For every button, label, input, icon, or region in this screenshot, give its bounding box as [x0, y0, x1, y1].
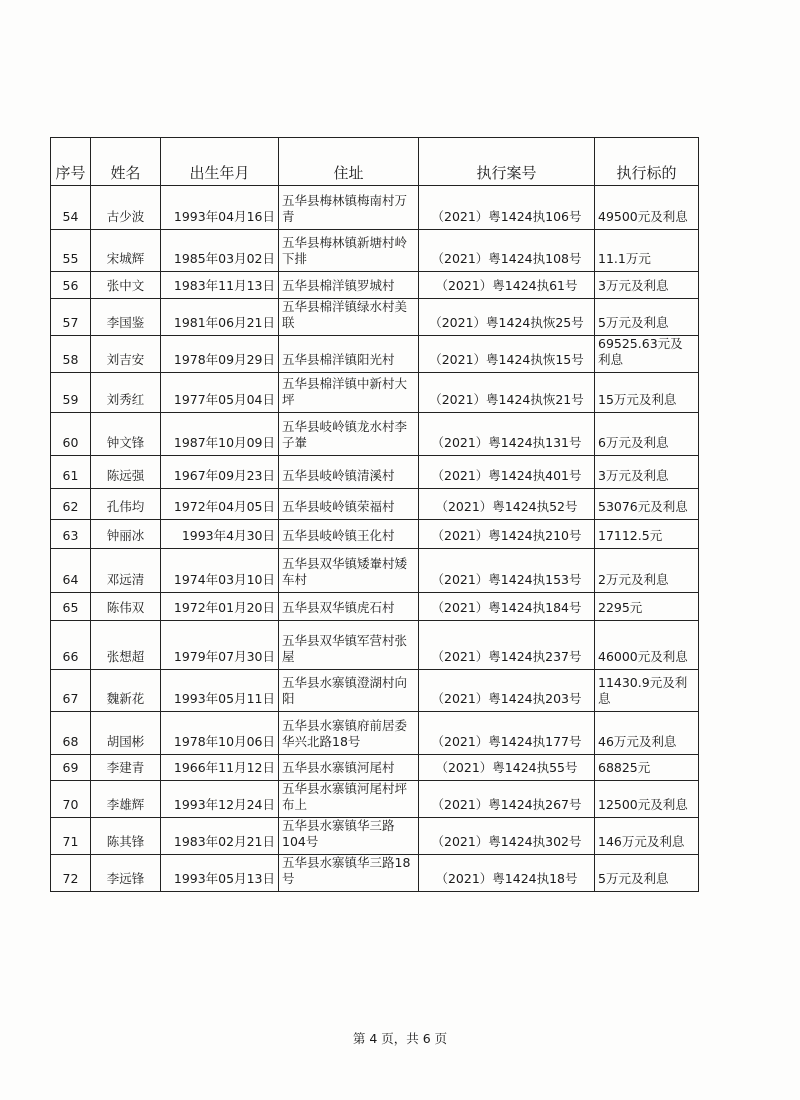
amount: 3万元及利息: [595, 456, 699, 489]
case-number: （2021）粤1424执恢25号: [419, 299, 595, 336]
table-row: [51, 855, 699, 892]
address: 五华县棉洋镇绿水村美联: [279, 299, 419, 336]
row-number: 69: [51, 755, 91, 781]
debtor-name: 孔伟均: [91, 489, 161, 520]
birth-date: 1993年05月13日: [161, 855, 279, 892]
amount: 68825元: [595, 755, 699, 781]
table-row: [51, 489, 699, 520]
address: 五华县水寨镇华三路104号: [279, 818, 419, 855]
row-number: 67: [51, 670, 91, 712]
case-number: （2021）粤1424执108号: [419, 230, 595, 272]
debtor-name: 李建青: [91, 755, 161, 781]
address: 五华县水寨镇华三路18号: [279, 855, 419, 892]
birth-date: 1972年04月05日: [161, 489, 279, 520]
debtor-name: 邓远清: [91, 549, 161, 593]
birth-date: 1993年05月11日: [161, 670, 279, 712]
amount: 46万元及利息: [595, 712, 699, 755]
amount: 46000元及利息: [595, 621, 699, 670]
birth-date: 1972年01月20日: [161, 593, 279, 621]
row-number: 57: [51, 299, 91, 336]
header-no: 序号: [51, 138, 91, 186]
birth-date: 1978年09月29日: [161, 336, 279, 373]
amount: 15万元及利息: [595, 373, 699, 413]
debtor-name: 张中文: [91, 272, 161, 299]
birth-date: 1978年10月06日: [161, 712, 279, 755]
case-number: （2021）粤1424执237号: [419, 621, 595, 670]
amount: 53076元及利息: [595, 489, 699, 520]
birth-date: 1993年12月24日: [161, 781, 279, 818]
header-name: 姓名: [91, 138, 161, 186]
debtor-name: 陈其锋: [91, 818, 161, 855]
row-number: 72: [51, 855, 91, 892]
debtor-name: 胡国彬: [91, 712, 161, 755]
row-number: 65: [51, 593, 91, 621]
row-number: 61: [51, 456, 91, 489]
case-number: （2021）粤1424执153号: [419, 549, 595, 593]
debtor-name: 陈远强: [91, 456, 161, 489]
row-number: 55: [51, 230, 91, 272]
row-number: 64: [51, 549, 91, 593]
row-number: 70: [51, 781, 91, 818]
debtor-name: 李国鉴: [91, 299, 161, 336]
case-number: （2021）粤1424执177号: [419, 712, 595, 755]
page-footer: 第 4 页，共 6 页: [352, 1031, 448, 1046]
amount: 49500元及利息: [595, 186, 699, 230]
row-number: 66: [51, 621, 91, 670]
case-number: （2021）粤1424执401号: [419, 456, 595, 489]
address: 五华县棉洋镇中新村大坪: [279, 373, 419, 413]
table-row: [51, 712, 699, 755]
debtor-name: 李远锋: [91, 855, 161, 892]
debtor-name: 魏新花: [91, 670, 161, 712]
address: 五华县双华镇矮輋村矮车村: [279, 549, 419, 593]
case-number: （2021）粤1424执131号: [419, 413, 595, 456]
case-number: （2021）粤1424执55号: [419, 755, 595, 781]
debtor-name: 陈伟双: [91, 593, 161, 621]
address: 五华县岐岭镇龙水村李子輋: [279, 413, 419, 456]
address: 五华县水寨镇府前居委华兴北路18号: [279, 712, 419, 755]
address: 五华县水寨镇澄湖村向阳: [279, 670, 419, 712]
address: 五华县棉洋镇阳光村: [279, 336, 419, 373]
debtor-name: 刘吉安: [91, 336, 161, 373]
amount: 11430.9元及利息: [595, 670, 699, 712]
case-number: （2021）粤1424执106号: [419, 186, 595, 230]
address: 五华县岐岭镇清溪村: [279, 456, 419, 489]
amount: 3万元及利息: [595, 272, 699, 299]
header-dob: 出生年月: [161, 138, 279, 186]
amount: 12500元及利息: [595, 781, 699, 818]
birth-date: 1993年04月16日: [161, 186, 279, 230]
table-row: [51, 230, 699, 272]
debtor-name: 钟丽冰: [91, 520, 161, 549]
debtor-name: 张想超: [91, 621, 161, 670]
birth-date: 1983年02月21日: [161, 818, 279, 855]
amount: 2万元及利息: [595, 549, 699, 593]
birth-date: 1974年03月10日: [161, 549, 279, 593]
debtor-name: 刘秀红: [91, 373, 161, 413]
table-row: [51, 299, 699, 336]
address: 五华县梅林镇梅南村万青: [279, 186, 419, 230]
address: 五华县双华镇军营村张屋: [279, 621, 419, 670]
debtor-name: 古少波: [91, 186, 161, 230]
amount: 146万元及利息: [595, 818, 699, 855]
table-row: [51, 621, 699, 670]
case-number: （2021）粤1424执203号: [419, 670, 595, 712]
amount: 69525.63元及利息: [595, 336, 699, 373]
table-row: [51, 373, 699, 413]
address: 五华县双华镇虎石村: [279, 593, 419, 621]
row-number: 71: [51, 818, 91, 855]
table-row: [51, 781, 699, 818]
birth-date: 1983年11月13日: [161, 272, 279, 299]
table-row: [51, 670, 699, 712]
table-header-row: [51, 138, 699, 186]
birth-date: 1987年10月09日: [161, 413, 279, 456]
birth-date: 1966年11月12日: [161, 755, 279, 781]
amount: 11.1万元: [595, 230, 699, 272]
table-row: [51, 456, 699, 489]
header-amount: 执行标的: [595, 138, 699, 186]
debtor-name: 宋城辉: [91, 230, 161, 272]
debtor-table: [50, 137, 699, 892]
birth-date: 1977年05月04日: [161, 373, 279, 413]
row-number: 63: [51, 520, 91, 549]
address: 五华县岐岭镇王化村: [279, 520, 419, 549]
case-number: （2021）粤1424执210号: [419, 520, 595, 549]
case-number: （2021）粤1424执52号: [419, 489, 595, 520]
case-number: （2021）粤1424执184号: [419, 593, 595, 621]
debtor-name: 钟文锋: [91, 413, 161, 456]
address: 五华县岐岭镇荣福村: [279, 489, 419, 520]
amount: 6万元及利息: [595, 413, 699, 456]
case-number: （2021）粤1424执恢15号: [419, 336, 595, 373]
table-row: [51, 593, 699, 621]
birth-date: 1967年09月23日: [161, 456, 279, 489]
table-row: [51, 520, 699, 549]
case-number: （2021）粤1424执302号: [419, 818, 595, 855]
header-address: 住址: [279, 138, 419, 186]
row-number: 68: [51, 712, 91, 755]
address: 五华县水寨镇河尾村坪布上: [279, 781, 419, 818]
table-row: [51, 818, 699, 855]
row-number: 56: [51, 272, 91, 299]
birth-date: 1993年4月30日: [161, 520, 279, 549]
case-number: （2021）粤1424执267号: [419, 781, 595, 818]
table-row: [51, 549, 699, 593]
birth-date: 1985年03月02日: [161, 230, 279, 272]
table-row: [51, 336, 699, 373]
amount: 5万元及利息: [595, 299, 699, 336]
address: 五华县水寨镇河尾村: [279, 755, 419, 781]
birth-date: 1981年06月21日: [161, 299, 279, 336]
row-number: 58: [51, 336, 91, 373]
amount: 17112.5元: [595, 520, 699, 549]
row-number: 54: [51, 186, 91, 230]
case-number: （2021）粤1424执18号: [419, 855, 595, 892]
table-row: [51, 186, 699, 230]
table-row: [51, 413, 699, 456]
header-case-no: 执行案号: [419, 138, 595, 186]
case-number: （2021）粤1424执61号: [419, 272, 595, 299]
row-number: 59: [51, 373, 91, 413]
table-row: [51, 755, 699, 781]
amount: 5万元及利息: [595, 855, 699, 892]
case-number: （2021）粤1424执恢21号: [419, 373, 595, 413]
birth-date: 1979年07月30日: [161, 621, 279, 670]
amount: 2295元: [595, 593, 699, 621]
table-row: [51, 272, 699, 299]
address: 五华县棉洋镇罗城村: [279, 272, 419, 299]
debtor-name: 李雄辉: [91, 781, 161, 818]
row-number: 62: [51, 489, 91, 520]
row-number: 60: [51, 413, 91, 456]
address: 五华县梅林镇新塘村岭下排: [279, 230, 419, 272]
